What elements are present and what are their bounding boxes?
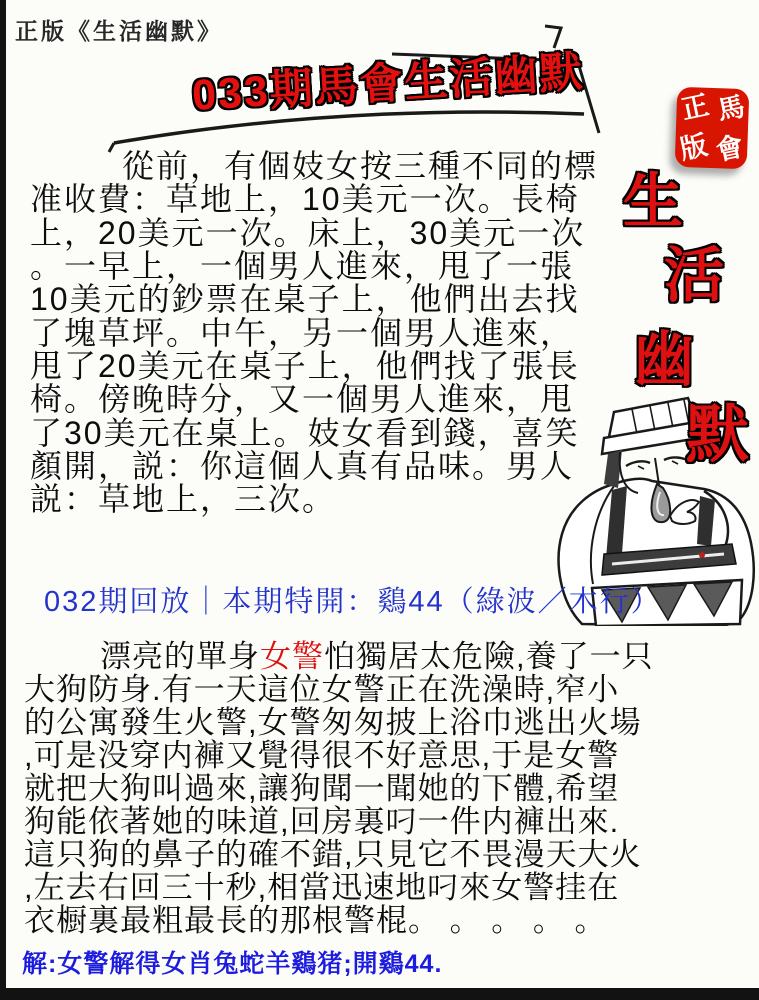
seal-char-tl: 正: [678, 89, 711, 125]
joke1-line: 。一早上，一個男人進來，甩了一張: [30, 248, 575, 284]
joke1-line: 顏開，説：你這個人真有品味。男人: [30, 448, 575, 484]
joke2-line: 大狗防身.有一天這位女警正在洗澡時,窄小: [24, 672, 620, 707]
seal-char-tr: 馬: [714, 90, 747, 126]
joke1-line: 了塊草坪。中午，另一個男人進來，: [30, 315, 575, 351]
bottom-border: [0, 988, 759, 1000]
joke1-line: 准收費：草地上，10美元一次。長椅: [30, 181, 580, 217]
seal-char-br: 會: [712, 130, 746, 166]
joke1-line: 上，20美元一次。床上，30美元一次: [30, 215, 586, 251]
side-title-char: 幽: [634, 326, 694, 393]
side-title-char: 默: [686, 400, 749, 470]
joke1-line: 10美元的鈔票在桌子上，他們出去找: [30, 281, 580, 317]
joke2-highlight-word: 女警: [260, 639, 324, 674]
joke2-line1-pre: 漂亮的單身: [100, 639, 260, 674]
joke1-line: 了30美元在桌上。妓女看到錢，喜笑: [30, 415, 580, 451]
authenticity-seal: [675, 87, 750, 169]
solution-line: 解:女警解得女肖兔蛇羊鷄猪;開鷄44.: [22, 950, 443, 978]
joke2-line: 衣橱裏最粗最長的那根警棍。 。 。 。 。: [24, 903, 607, 938]
joke2-line: ,可是没穿内褲又覺得很不好意思,于是女警: [24, 738, 620, 773]
page-header: 正版《生活幽默》: [15, 18, 223, 44]
result-line: 032期回放｜本期特開：鷄44（綠波／木行）: [44, 586, 662, 618]
joke2-line: 的公寓發生火警,女警匆匆披上浴巾逃出火場: [24, 705, 642, 740]
joke1-line: 椅。傍晚時分，又一個男人進來，甩: [30, 381, 575, 417]
joke1-line: 從前，有個妓女按三種不同的標: [122, 148, 599, 184]
issue-title: 033期馬會生活幽默: [190, 48, 586, 120]
joke2-line: ,左去右回三十秒,相當迅速地叼來女警挂在: [24, 870, 620, 905]
seal-char-bl: 版: [676, 129, 710, 165]
joke1-line: 説：草地上，三次。: [30, 481, 337, 517]
joke2-line: 狗能依著她的味道,回房裏叼一件内褲出來.: [24, 804, 620, 839]
side-title-char: 生: [623, 168, 683, 235]
joke2-line1-post: 怕獨居太危險,養了一只: [324, 639, 654, 674]
joke2-line: 就把大狗叫過來,讓狗聞一聞她的下體,希望: [24, 771, 620, 806]
side-title-char: 活: [664, 242, 724, 309]
joke2-line: 這只狗的鼻子的確不錯,只見它不畏漫天大火: [24, 837, 642, 872]
joke1-line: 甩了20美元在桌子上，他們找了張長: [30, 348, 580, 384]
